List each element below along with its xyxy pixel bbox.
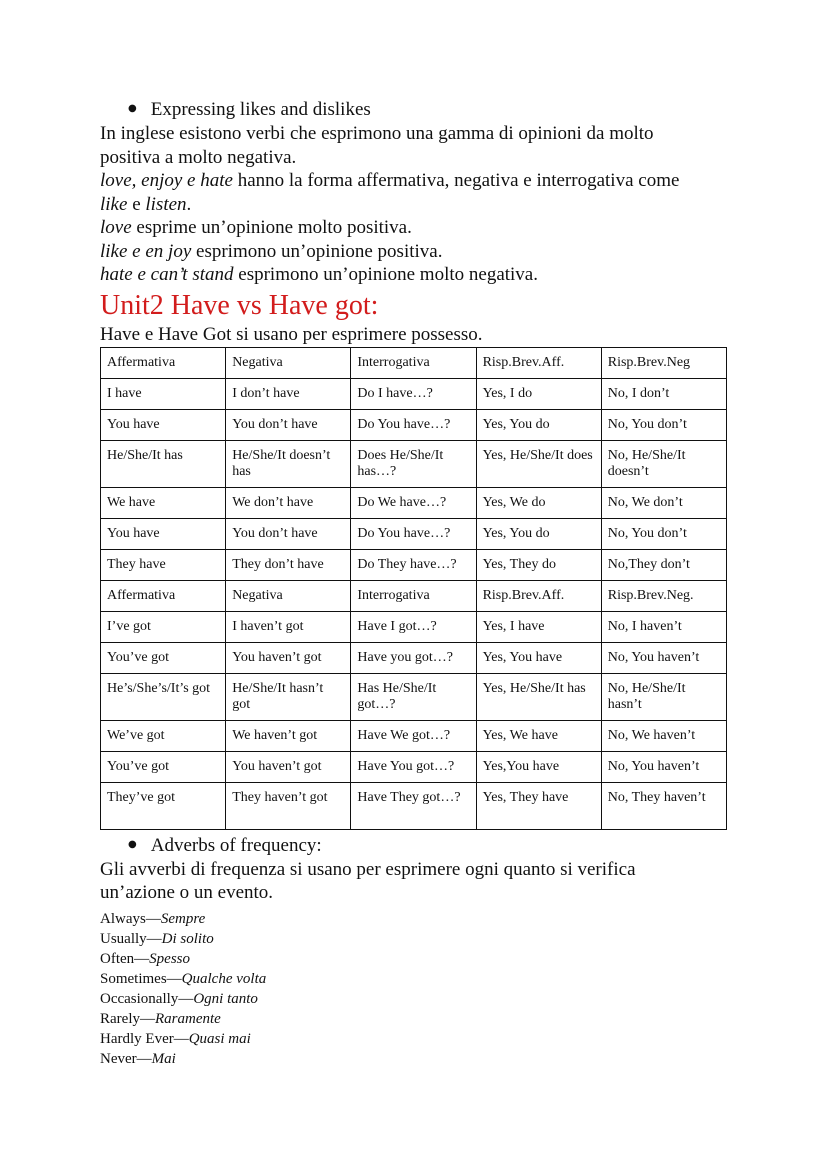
table-cell: Yes, I do <box>476 378 601 409</box>
unit-title: Unit2 Have vs Have got: <box>100 289 379 321</box>
table-cell: Affermativa <box>101 580 226 611</box>
table-row <box>101 549 727 580</box>
table-cell: Do They have…? <box>351 549 476 580</box>
table-cell: He’s/She’s/It’s got <box>101 673 226 720</box>
list-item <box>100 909 740 929</box>
table-cell: Yes, We do <box>476 487 601 518</box>
likes-line <box>100 263 740 287</box>
adverb-english: Sometimes <box>100 970 167 987</box>
table-cell: Yes, You do <box>476 409 601 440</box>
adverb-english: Hardly Ever <box>100 1030 174 1047</box>
table-cell: Do You have…? <box>351 409 476 440</box>
likes-line <box>100 216 740 240</box>
table-cell: We have <box>101 487 226 518</box>
text-run: . <box>186 193 192 215</box>
likes-line <box>100 146 740 170</box>
table-cell: They haven’t got <box>226 782 351 829</box>
table-cell: Have You got…? <box>351 751 476 782</box>
list-item <box>100 969 740 989</box>
list-item <box>100 989 740 1009</box>
adverb-italian: Spesso <box>149 950 190 967</box>
table-cell: You don’t have <box>226 518 351 549</box>
text-run: esprimono un’opinione positiva. <box>191 240 443 262</box>
table-cell: No, We don’t <box>601 487 726 518</box>
table-cell: Interrogativa <box>351 580 476 611</box>
table-row <box>101 487 727 518</box>
list-item <box>100 1029 740 1049</box>
table-cell: You’ve got <box>101 751 226 782</box>
table-cell: Yes, You have <box>476 642 601 673</box>
text-run: In inglese esistono verbi che esprimono una gamma di opinioni da molto <box>100 123 654 145</box>
table-cell: Does He/She/It has…? <box>351 440 476 487</box>
text-run: e <box>127 193 146 215</box>
adverbs-intro-line: un’azione o un evento. <box>100 882 274 904</box>
table-cell: We don’t have <box>226 487 351 518</box>
table-cell: You haven’t got <box>226 751 351 782</box>
table-cell: Yes, He/She/It has <box>476 673 601 720</box>
text-run: esprime un’opinione molto positiva. <box>131 217 412 239</box>
have-got-table <box>100 347 727 830</box>
adverb-english: Often <box>100 950 135 967</box>
adverb-italian: Mai <box>151 1050 176 1067</box>
adverb-separator: — <box>139 1010 155 1027</box>
table-cell: Have I got…? <box>351 611 476 642</box>
adverb-list <box>100 909 740 1069</box>
table-cell: Yes, He/She/It does <box>476 440 601 487</box>
table-cell: Yes, You do <box>476 518 601 549</box>
list-item <box>100 1049 740 1069</box>
adverb-english: Always <box>100 910 146 927</box>
bullet-dot-icon: ● <box>128 838 137 850</box>
table-row <box>101 751 727 782</box>
likes-line <box>100 169 740 193</box>
table-cell: You have <box>101 409 226 440</box>
table-cell: No,They don’t <box>601 549 726 580</box>
bullet-dot-icon: ● <box>128 103 137 115</box>
table-cell: Risp.Brev.Aff. <box>476 347 601 378</box>
table-row <box>101 580 727 611</box>
likes-line <box>100 193 740 217</box>
table-cell: No, We haven’t <box>601 720 726 751</box>
table-row <box>101 440 727 487</box>
table-cell: I have <box>101 378 226 409</box>
table-cell: Yes, They do <box>476 549 601 580</box>
text-run: esprimono un’opinione molto negativa. <box>233 264 538 286</box>
table-cell: Negativa <box>226 580 351 611</box>
likes-line <box>100 240 740 264</box>
table-cell: Has He/She/It got…? <box>351 673 476 720</box>
table-row <box>101 347 727 378</box>
table-cell: I haven’t got <box>226 611 351 642</box>
table-cell: Risp.Brev.Neg <box>601 347 726 378</box>
adverb-italian: Quasi mai <box>188 1030 251 1047</box>
bullet-likes-dislikes <box>128 98 740 122</box>
adverb-english: Rarely <box>100 1010 140 1027</box>
table-cell: He/She/It hasn’t got <box>226 673 351 720</box>
text-run: positiva a molto negativa. <box>100 146 297 168</box>
likes-line <box>100 122 740 146</box>
table-cell: I don’t have <box>226 378 351 409</box>
adverb-italian: Ogni tanto <box>193 990 258 1007</box>
italic-term: hate e can’t stand <box>100 264 234 286</box>
table-cell: Affermativa <box>101 347 226 378</box>
adverbs-intro-line: Gli avverbi di frequenza si usano per esprimere ogni quanto si verifica <box>100 858 636 880</box>
adverb-italian: Raramente <box>154 1010 221 1027</box>
adverb-italian: Di solito <box>161 930 214 947</box>
likes-paragraph <box>100 122 740 287</box>
adverb-separator: — <box>178 990 194 1007</box>
table-cell: Yes, They have <box>476 782 601 829</box>
table-row <box>101 673 727 720</box>
table-cell: Have We got…? <box>351 720 476 751</box>
table-cell: Yes,You have <box>476 751 601 782</box>
table-row <box>101 409 727 440</box>
table-cell: Yes, I have <box>476 611 601 642</box>
table-cell: No, You don’t <box>601 518 726 549</box>
list-item <box>100 949 740 969</box>
table-cell: Do You have…? <box>351 518 476 549</box>
table-cell: Risp.Brev.Neg. <box>601 580 726 611</box>
adverb-english: Usually <box>100 930 147 947</box>
italic-term: listen <box>145 193 187 215</box>
table-cell: No, He/She/It doesn’t <box>601 440 726 487</box>
bullet-text: Expressing likes and dislikes <box>150 99 371 120</box>
italic-term: like <box>100 193 128 215</box>
table-cell: Interrogativa <box>351 347 476 378</box>
table-cell: Have They got…? <box>351 782 476 829</box>
table-cell: No, They haven’t <box>601 782 726 829</box>
table-cell: You don’t have <box>226 409 351 440</box>
table-cell: He/She/It doesn’t has <box>226 440 351 487</box>
table-cell: He/She/It has <box>101 440 226 487</box>
table-cell: You’ve got <box>101 642 226 673</box>
table-row <box>101 720 727 751</box>
adverb-italian: Sempre <box>160 910 206 927</box>
table-cell: They have <box>101 549 226 580</box>
table-cell: Yes, We have <box>476 720 601 751</box>
table-cell: No, You haven’t <box>601 642 726 673</box>
table-cell: No, You haven’t <box>601 751 726 782</box>
text-run: hanno la forma affermativa, negativa e interrogativa come <box>232 170 680 192</box>
adverb-separator: — <box>146 930 162 947</box>
adverb-separator: — <box>134 950 150 967</box>
italic-term: love <box>100 217 132 239</box>
adverb-separator: — <box>166 970 182 987</box>
table-cell: They’ve got <box>101 782 226 829</box>
adverb-separator: — <box>145 910 161 927</box>
table-cell: I’ve got <box>101 611 226 642</box>
adverb-separator: — <box>136 1050 152 1067</box>
italic-term: like e en joy <box>100 240 192 262</box>
table-cell: No, He/She/It hasn’t <box>601 673 726 720</box>
table-cell: We’ve got <box>101 720 226 751</box>
table-row <box>101 518 727 549</box>
italic-term: love, enjoy e hate <box>100 170 233 192</box>
table-cell: You have <box>101 518 226 549</box>
unit-intro: Have e Have Got si usano per esprimere possesso. <box>100 323 483 345</box>
table-cell: Risp.Brev.Aff. <box>476 580 601 611</box>
table-row <box>101 611 727 642</box>
adverb-italian: Qualche volta <box>181 970 267 987</box>
table-cell: They don’t have <box>226 549 351 580</box>
table-row <box>101 642 727 673</box>
table-cell: Do We have…? <box>351 487 476 518</box>
table-cell: You haven’t got <box>226 642 351 673</box>
adverb-separator: — <box>173 1030 189 1047</box>
list-item <box>100 929 740 949</box>
table-cell: Have you got…? <box>351 642 476 673</box>
table-cell: No, I don’t <box>601 378 726 409</box>
table-cell: Do I have…? <box>351 378 476 409</box>
bullet-adverbs <box>128 834 740 858</box>
bullet-text: Adverbs of frequency: <box>150 834 322 856</box>
table-cell: No, You don’t <box>601 409 726 440</box>
adverb-english: Never <box>100 1050 137 1067</box>
document-page <box>100 98 740 1069</box>
adverb-english: Occasionally <box>100 990 179 1007</box>
table-cell: No, I haven’t <box>601 611 726 642</box>
table-cell: We haven’t got <box>226 720 351 751</box>
table-cell: Negativa <box>226 347 351 378</box>
table-row <box>101 378 727 409</box>
table-row <box>101 782 727 829</box>
list-item <box>100 1009 740 1029</box>
